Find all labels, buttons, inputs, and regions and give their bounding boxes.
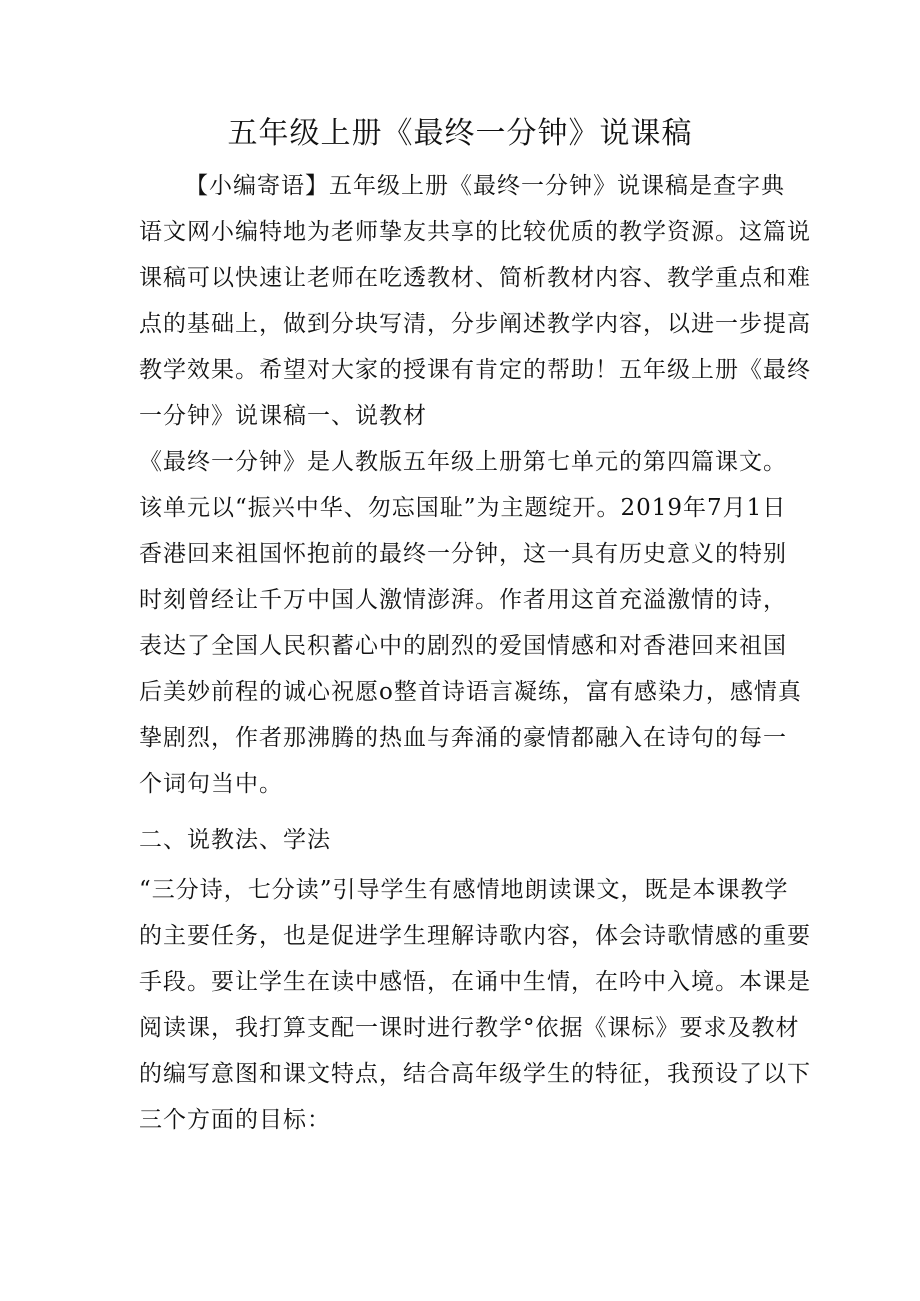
text-line: 语文网小编特地为老师挚友共享的比较优质的教学资源。这篇说 (139, 219, 811, 245)
text-line: 的编写意图和课文特点，结合高年级学生的特征，我预设了以下 (139, 1061, 811, 1087)
section-heading: 二、说教法、学法 (139, 827, 331, 853)
text-line: 后美妙前程的诚心祝愿o整首诗语言凝练，富有感染力，感情真 (139, 679, 802, 705)
text-line: 教学效果。希望对大家的授课有肯定的帮助！五年级上册《最终 (139, 357, 811, 383)
text-line: 该单元以“振兴中华、勿忘国耻”为主题绽开。2019年7月1日 (139, 495, 787, 521)
text-line: 挚剧烈，作者那沸腾的热血与奔涌的豪情都融入在诗句的每一 (139, 725, 787, 751)
text-line: 【小编寄语】五年级上册《最终一分钟》说课稿是查字典 (185, 173, 785, 199)
text-line: 香港回来祖国怀抱前的最终一分钟，这一具有历史意义的特别 (139, 541, 787, 567)
document-title: 五年级上册《最终一分钟》说课稿 (227, 116, 693, 151)
text-line: 时刻曾经让千万中国人激情澎湃。作者用这首充溢激情的诗， (139, 587, 787, 613)
text-line: 手段。要让学生在读中感悟，在诵中生情，在吟中入境。本课是 (139, 969, 811, 995)
text-line: 一分钟》说课稿一、说教材 (139, 403, 427, 429)
text-line: 阅读课，我打算支配一课时进行教学°依据《课标》要求及教材 (139, 1015, 800, 1041)
text-line: 的主要任务，也是促进学生理解诗歌内容，体会诗歌情感的重要 (139, 923, 811, 949)
text-line: “三分诗，七分读”引导学生有感情地朗读课文，既是本课教学 (139, 877, 789, 903)
text-line: 《最终一分钟》是人教版五年级上册第七单元的第四篇课文。 (139, 449, 787, 475)
text-line: 个词句当中。 (139, 771, 283, 797)
text-line: 点的基础上，做到分块写清，分步阐述教学内容，以进一步提高 (139, 311, 811, 337)
text-line: 课稿可以快速让老师在吃透教材、简析教材内容、教学重点和难 (139, 265, 811, 291)
text-line: 三个方面的目标： (139, 1107, 331, 1133)
text-line: 表达了全国人民积蓄心中的剧烈的爱国情感和对香港回来祖国 (139, 633, 787, 659)
